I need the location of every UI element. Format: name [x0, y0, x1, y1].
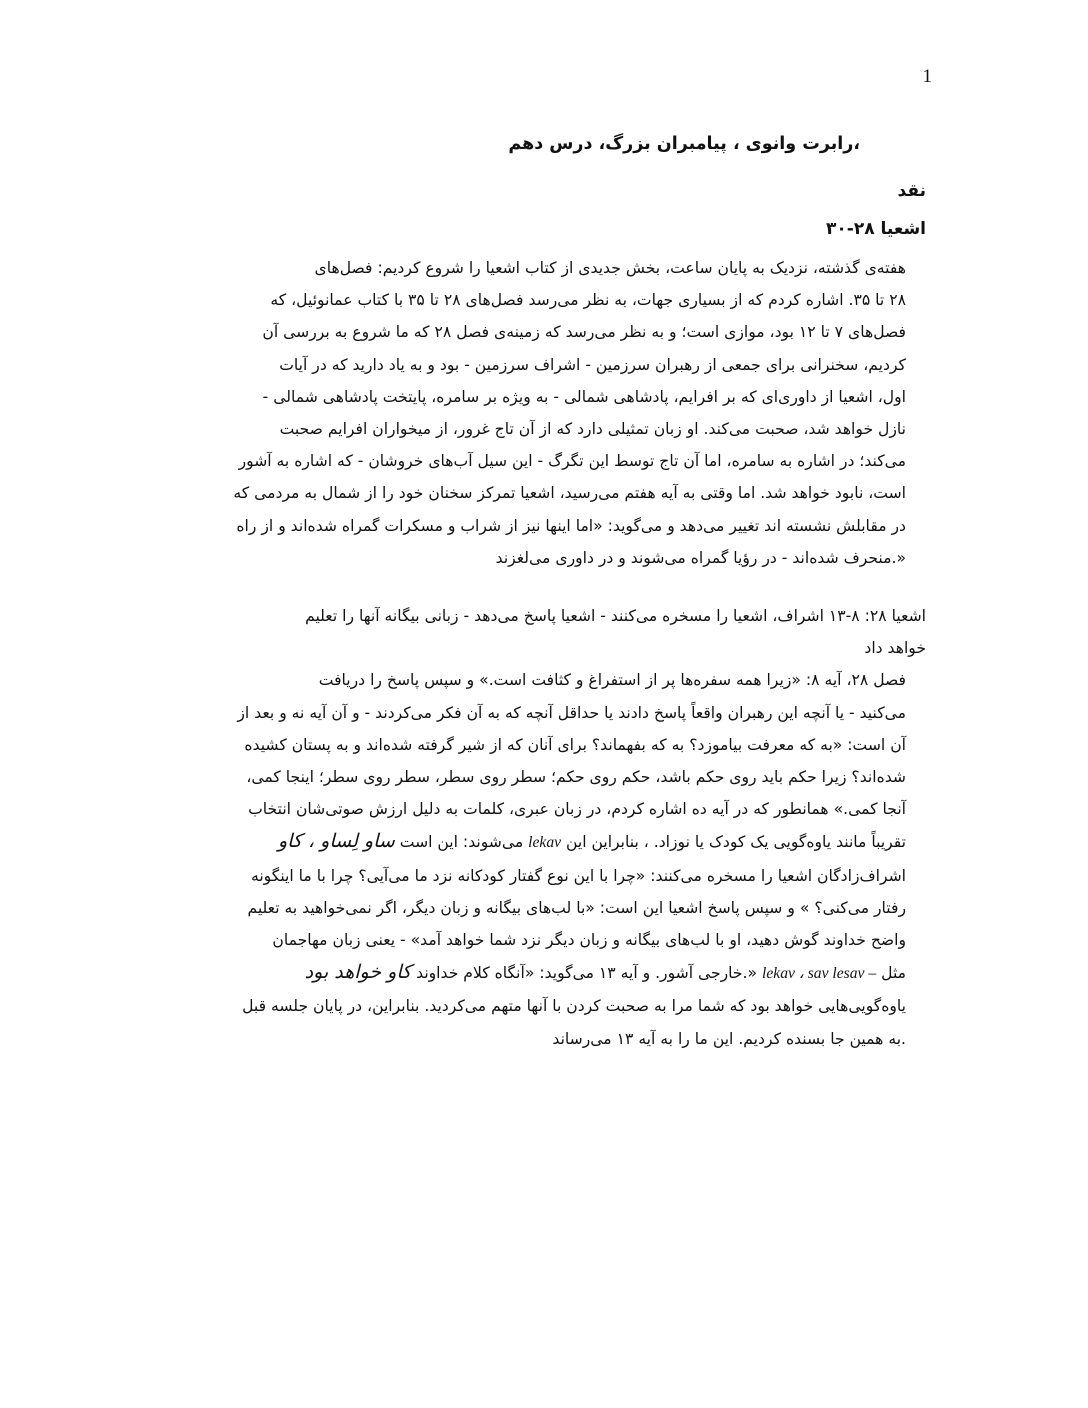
- text-line: شده‌اند؟ زیرا حکم باید روی حکم باشد، حکم روی حکم؛ سطر روی سطر، سطر روی سطر؛ اینجا کمی،: [246, 768, 906, 787]
- text-line: در مقابلش نشسته اند تغییر می‌دهد و می‌گوید: «اما اینها نیز از شراب و مسکرات گمراه شده‌اند و از راه: [236, 516, 906, 535]
- text-segment: «.خارجی آشور. و آیه ۱۳ می‌گوید: «آنگاه کلام خداوند: [411, 964, 763, 983]
- text-line: می‌کنید - یا آنچه این رهبران واقعاً پاسخ دادند یا حداقل آنچه که به آن فکر می‌کردند - و آن آیه نه و بعد از: [237, 703, 906, 722]
- text-line-mixed: [160, 956, 926, 990]
- text-line: خواهد داد: [864, 639, 926, 658]
- text-line: فصل ۲۸، آیه ۸: «زیرا همه سفره‌ها پر از استفراغ و کثافت است.» و سپس پاسخ را دریافت: [318, 671, 906, 690]
- text-segment: تقریباً مانند یاوه‌گویی یک کودک یا نوزاد.: [648, 833, 906, 852]
- text-line: فصل‌های ۷ تا ۱۲ بود، موازی است؛ و به نظر می‌رسد که زمینه‌ی فصل ۲۸ که ما شروع به بررسی آن: [262, 323, 906, 342]
- hebrew-phrase: کاو خواهد بود: [304, 961, 412, 984]
- text-line: می‌کند؛ در اشاره به سامره، اما آن تاج توسط این تگرگ - این سیل آب‌های خروشان - که اشاره به آشور: [238, 452, 906, 471]
- paragraph-subheading: [160, 600, 926, 664]
- text-line: .به همین جا بسنده کردیم. این ما را به آیه ۱۳ می‌رساند: [552, 1029, 906, 1048]
- document-body: [160, 128, 926, 1055]
- text-segment: ، بنابراین این: [561, 833, 649, 852]
- scripture-reference: اشعیا ۲۸-۳۰: [826, 219, 926, 239]
- text-segment: می‌شوند: این است: [394, 833, 524, 852]
- section-heading: نقد: [897, 181, 926, 201]
- text-line: نازل خواهد شد، صحبت می‌کند. او زبان تمثیلی دارد که از آن تاج غرور، از میخواران افرایم صحبت: [279, 420, 906, 439]
- text-line: کردیم، سخنرانی برای جمعی از رهبران سرزمین - اشراف سرزمین - بود و به یاد دارید که در آیات: [279, 355, 906, 374]
- text-line-mixed: [160, 825, 926, 859]
- document-title: ،رابرت وانوی ، پیامبران بزرگ، درس دهم: [508, 134, 860, 154]
- page-number: 1: [922, 66, 932, 87]
- text-line: هفته‌ی گذشته، نزدیک به پایان ساعت، بخش جدیدی از کتاب اشعیا را شروع کردیم: فصل‌های: [314, 259, 906, 277]
- text-line: اشراف‌زادگان اشعیا را مسخره می‌کنند: «چرا با این نوع گفتار کودکانه نزد ما می‌آیی؟ چرا با ما اینگونه: [250, 866, 906, 885]
- text-line: آن است: «به که معرفت بیاموزد؟ به که بفهماند؟ برای آنان که از شیر گرفته شده‌اند و به پستان کشیده: [244, 735, 906, 754]
- text-line: است، نابود خواهد شد. اما وقتی به آیه هفتم می‌رسید، اشعیا تمرکز سخنان خود را از شمال به مردمی که: [233, 484, 906, 503]
- text-line: ۲۸ تا ۳۵. اشاره کردم که از بسیاری جهات، به نظر می‌رسد فصل‌های ۲۸ تا ۳۵ با کتاب عمانوئیل، که: [270, 291, 906, 310]
- paragraph-discussion: [160, 664, 926, 1054]
- text-line: واضح خداوند گوش دهید، او با لب‌های بیگانه و زبان دیگر نزد شما خواهد آمد» - یعنی زبان مهاجمان: [272, 931, 906, 950]
- text-segment: مثل: [876, 964, 906, 983]
- paragraph-intro: [160, 252, 926, 574]
- transliteration: lekav: [528, 834, 562, 852]
- text-line: «.منحرف شده‌اند - در رؤیا گمراه می‌شوند و در داوری می‌لغزند: [495, 548, 906, 567]
- text-line: اشعیا ۲۸: ۸-۱۳ اشراف، اشعیا را مسخره می‌کنند - اشعیا پاسخ می‌دهد - زبانی بیگانه آنها را تعلیم: [305, 607, 926, 626]
- text-line: یاوه‌گویی‌هایی خواهد بود که شما مرا به صحبت کردن با آنها متهم می‌کردید. بنابراین، در پایان جلسه قبل: [242, 997, 906, 1016]
- text-line: آنجا کمی.» همانطور که در آیه ده اشاره کردم، در زبان عبری، کلمات به دلیل ارزش صوتی‌شان انتخاب: [248, 800, 906, 819]
- hebrew-phrase: ساو لِساو ، کاو: [277, 830, 395, 853]
- transliteration: lekav ، sav lesav –: [762, 965, 877, 983]
- text-line: رفتار می‌کنی؟ » و سپس پاسخ اشعیا این است: «با لب‌های بیگانه و زبان دیگر، اگر نمی‌خواهید به تعلیم: [247, 898, 906, 917]
- text-line: اول، اشعیا از داوری‌ای که بر افرایم، پادشاهی شمالی - به ویژه بر سامره، پایتخت پادشاهی شمالی -: [262, 387, 906, 406]
